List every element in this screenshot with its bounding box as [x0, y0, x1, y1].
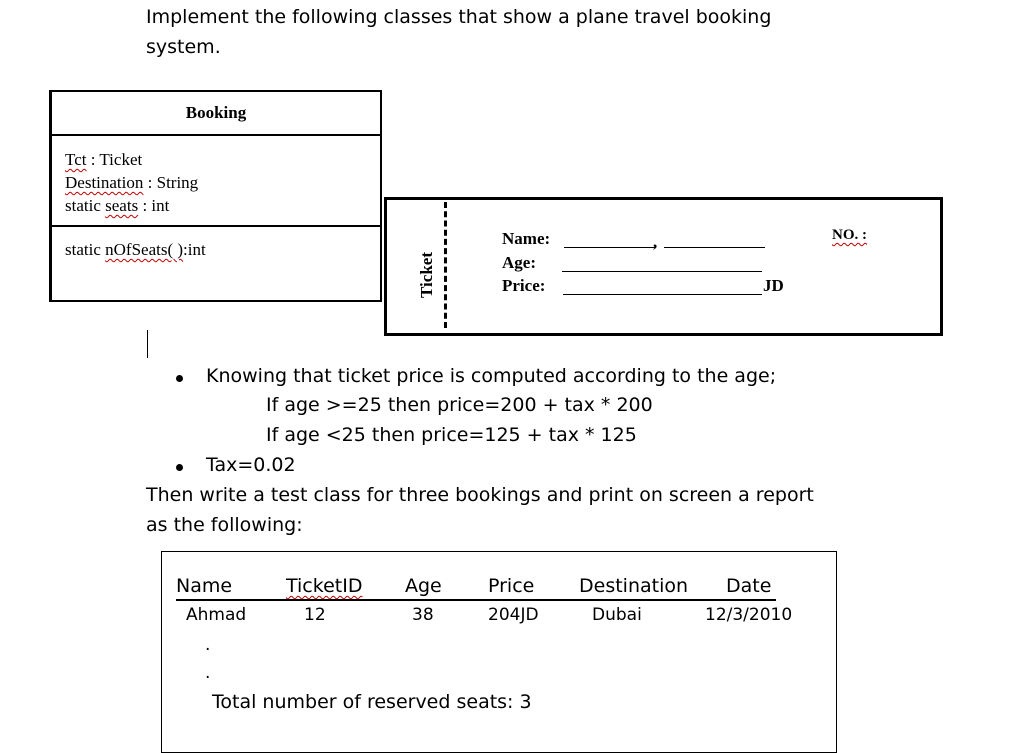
cell-name: Ahmad [186, 605, 247, 625]
cell-age: 38 [412, 605, 434, 625]
ticket-perforation [444, 202, 447, 328]
ticket-price-label: Price: [502, 276, 546, 295]
ticket-age-line [562, 271, 762, 272]
ticket-price-unit: JD [763, 276, 784, 295]
text-cursor [147, 330, 148, 358]
ticket-name-label: Name: [502, 229, 551, 248]
bullet-tax: Tax=0.02 [206, 454, 296, 476]
class-attributes [65, 148, 198, 217]
bullet-icon [176, 375, 183, 382]
rule-age-over-25: If age >=25 then price=200 + tax * 200 [266, 394, 653, 416]
ticket-name-comma: , [653, 232, 658, 251]
header-name: Name [176, 575, 233, 597]
booking-class-diagram [49, 90, 382, 302]
rule-age-under-25: If age <25 then price=125 + tax * 125 [266, 424, 637, 446]
cell-date: 12/3/2010 [705, 605, 793, 625]
header-destination: Destination [579, 575, 689, 597]
header-ticketid: TicketID [286, 575, 363, 597]
ticket-number-label: NO. : [832, 227, 867, 243]
header-age: Age [405, 575, 442, 597]
method-nofseats: static nOfSeats( ):int [65, 240, 206, 259]
cell-price: 204JD [488, 605, 539, 625]
bullet-icon [176, 464, 183, 471]
instruction-line-2: as the following: [146, 514, 303, 536]
attribute-destination: Destination : String [65, 173, 199, 192]
ticket-age-label: Age: [502, 253, 536, 272]
ticket-diagram [384, 197, 943, 336]
attribute-tct: Tct : Ticket [65, 150, 143, 169]
header-underline [176, 599, 776, 601]
instruction-line-1: Then write a test class for three bookings and print on screen a report [146, 484, 814, 506]
header-price: Price [488, 575, 535, 597]
ellipsis-dot-1: . [205, 635, 211, 655]
total-seats-line: Total number of reserved seats: 3 [212, 691, 532, 713]
intro-paragraph: Implement the following classes that show a plane travel booking system. [146, 6, 772, 58]
ticket-price-line [563, 294, 762, 295]
ticket-name-line-2 [664, 247, 765, 248]
report-example-box [161, 551, 837, 753]
attribute-seats: static seats : int [65, 196, 170, 215]
header-date: Date [726, 575, 772, 597]
bullet-price-rule: Knowing that ticket price is computed according to the age; [206, 365, 777, 387]
ticket-name-line-1 [564, 247, 656, 248]
ticket-side-label: Ticket [417, 252, 436, 298]
cell-ticketid: 12 [304, 605, 326, 625]
class-title: Booking [52, 92, 380, 136]
cell-destination: Dubai [592, 605, 642, 625]
ellipsis-dot-2: . [205, 663, 211, 683]
class-divider [52, 225, 380, 227]
